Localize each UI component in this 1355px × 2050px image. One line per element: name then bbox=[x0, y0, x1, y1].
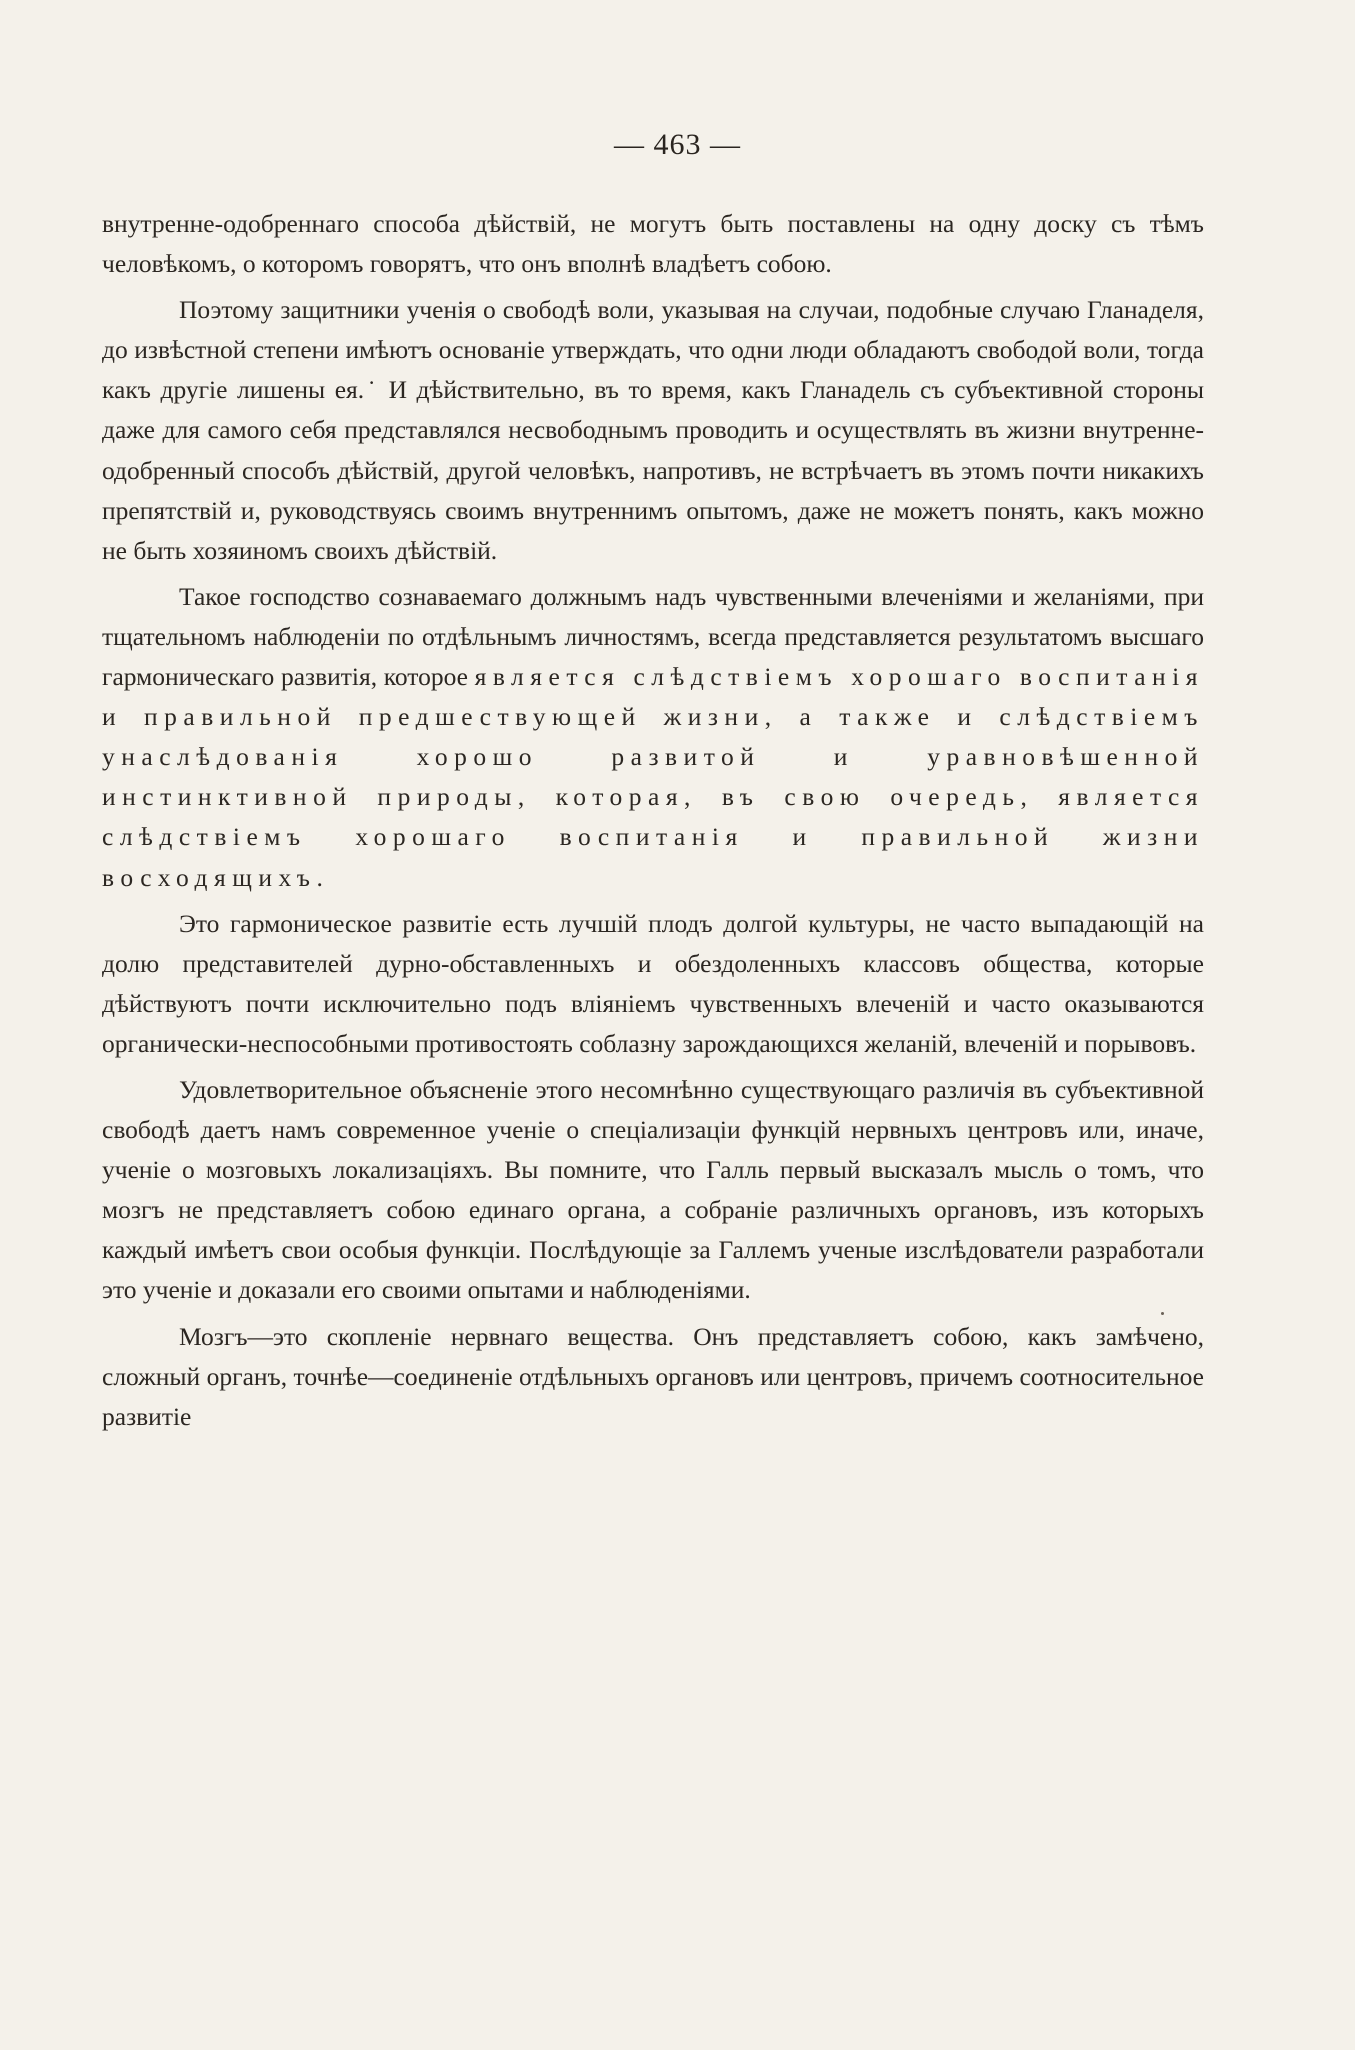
page-number: — 463 — bbox=[614, 128, 741, 161]
paragraph-6-text: Мозгъ—это скопленіе нервнаго вещества. Онъ представляетъ собою, какъ замѣчено, сложный органъ, точнѣе—соединеніе отдѣльныхъ органовъ или центровъ, причемъ соотносительное развитіе bbox=[102, 1321, 1204, 1431]
paragraph-3-text: Такое господство сознаваемаго должнымъ надъ чувственными влеченіями и желаніями, при тщательномъ наблюденіи по отдѣльнымъ личностямъ, всегда представляется результатомъ высшаго гармоническаго развитія, которое bbox=[102, 581, 1204, 692]
paragraph-5-text: Удовлетворительное объясненіе этого несомнѣнно существующаго различія въ субъективной свободѣ даетъ намъ современное ученіе о спеціализаціи функцій нервныхъ центровъ или, иначе, ученіе о мозговыхъ локализаціяхъ. Вы помните, что Галль первый высказалъ мысль о томъ, что мозгъ не представляетъ собою единаго органа, а собраніе различныхъ органовъ, изъ которыхъ каждый имѣетъ свои особыя функціи. Послѣдующіе за Галлемъ ученые изслѣдователи разработали это ученіе и доказали его своими опытами и наблюденіями. bbox=[102, 1074, 1204, 1305]
paragraph-2-text: Поэтому защитники ученія о свободѣ воли, указывая на случаи, подобные случаю Гланаделя, до извѣстной степени имѣютъ основаніе утверждать, что одни люди обладаютъ свободой воли, тогда какъ другіе лишены ея.˙ И дѣйствительно, въ то время, какъ Гланадель съ субъективной стороны даже для самого себя представлялся несвободнымъ проводить и осуществлять въ жизни внутренне-одобренный способъ дѣйствій, другой человѣкъ, напротивъ, не встрѣчаетъ въ этомъ почти никакихъ препятствій и, руководствуясь своимъ внутреннимъ опытомъ, даже не можетъ понять, какъ можно не быть хозяиномъ своихъ дѣйствій. bbox=[102, 295, 1204, 565]
paragraph-1-text: внутренне-одобреннаго способа дѣйствій, не могутъ быть поставлены на одну доску съ тѣмъ человѣкомъ, о которомъ говорятъ, что онъ вполнѣ владѣетъ собою. bbox=[102, 209, 1204, 279]
paragraph-1 bbox=[102, 204, 1204, 284]
paragraph-3 bbox=[102, 577, 1204, 898]
paragraph-2 bbox=[102, 290, 1204, 571]
print-speck bbox=[1161, 1312, 1164, 1315]
paragraph-4-text: Это гармоническое развитіе есть лучшій плодъ долгой культуры, не часто выпадающій на долю представителей дурно-обставленныхъ и обездоленныхъ классовъ общества, которые дѣйствуютъ почти исключительно подъ вліяніемъ чувственныхъ влеченій и часто оказываются органически-неспособными противостоять соблазну зарождающихся желаній, влеченій и порывовъ. bbox=[102, 908, 1204, 1058]
paragraph-5 bbox=[102, 1070, 1204, 1311]
body-text bbox=[102, 204, 1204, 1437]
paragraph-4 bbox=[102, 904, 1204, 1064]
paragraph-3-spaced-text: является слѣдствіемъ хорошаго воспитанія и правильной предшествующей жизни, а также и слѣдствіемъ унаслѣдованія хорошо развитой и уравновѣшенной инстинктивной природы, которая, въ свою очередь, является слѣдствіемъ хорошаго воспитанія и правильной жизни восходящихъ. bbox=[102, 662, 1204, 892]
paragraph-6 bbox=[102, 1317, 1204, 1437]
